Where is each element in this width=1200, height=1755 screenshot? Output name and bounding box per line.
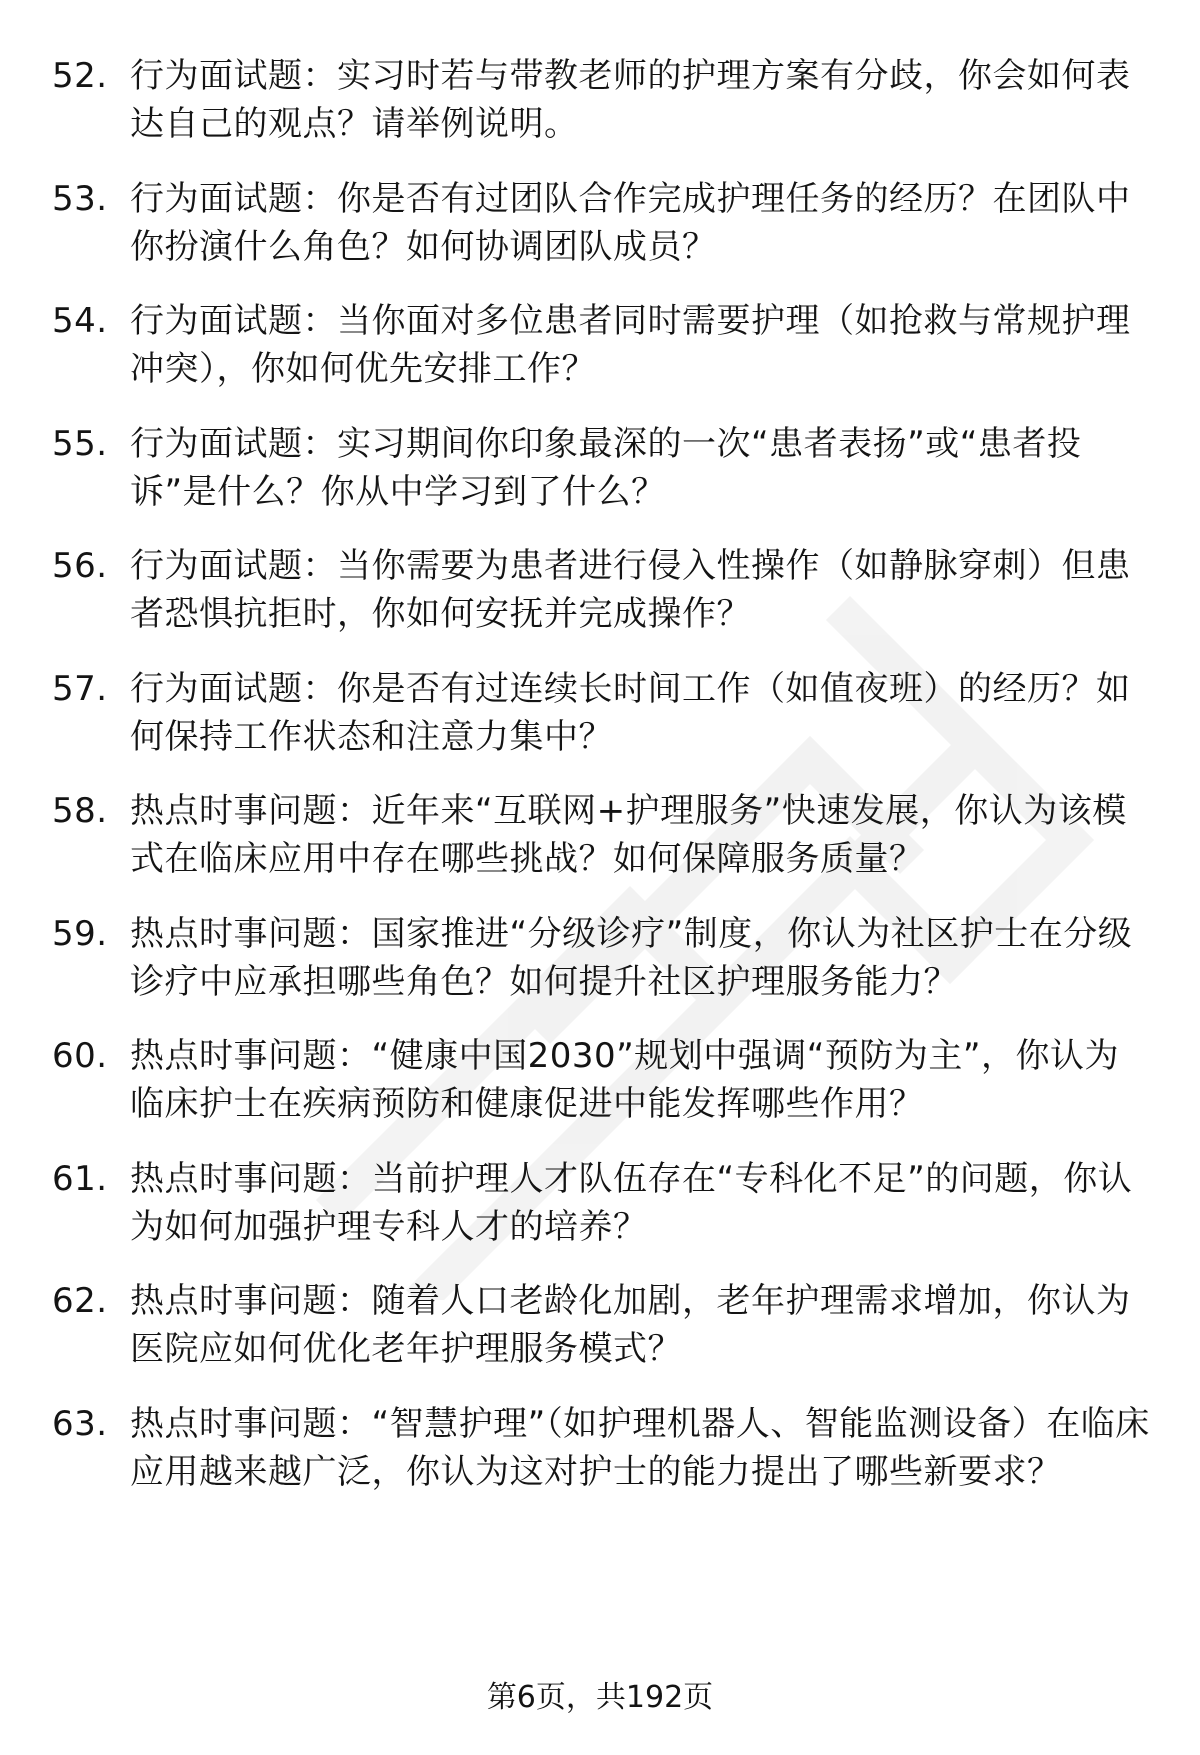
question-item: [0, 1277, 1200, 1373]
question-text: 行为面试题：你是否有过团队合作完成护理任务的经历？在团队中你扮演什么角色？如何协调团队成员？: [130, 178, 1131, 267]
question-text: 行为面试题：当你需要为患者进行侵入性操作（如静脉穿刺）但患者恐惧抗拒时，你如何安抚并完成操作？: [130, 546, 1131, 634]
question-number: 54.: [52, 301, 108, 341]
question-number: 62.: [52, 1281, 108, 1321]
question-item: [0, 297, 1200, 393]
question-item: [0, 1155, 1200, 1251]
question-text: 热点时事问题：随着人口老龄化加剧，老年护理需求增加，你认为医院应如何优化老年护理服务模式？: [130, 1281, 1131, 1369]
question-item: [0, 542, 1200, 638]
page-footer: [0, 1678, 1200, 1718]
question-number: 57.: [52, 668, 108, 709]
question-text: 热点时事问题：国家推进“分级诊疗”制度，你认为社区护士在分级诊疗中应承担哪些角色？如何提升社区护理服务能力？: [130, 913, 1133, 1002]
question-item: [0, 1400, 1200, 1496]
question-number: 60.: [52, 1036, 108, 1076]
question-number: 63.: [52, 1403, 108, 1444]
question-text: 行为面试题：你是否有过连续长时间工作（如值夜班）的经历？如何保持工作状态和注意力集中？: [130, 668, 1131, 757]
question-item: [0, 420, 1200, 516]
question-item: [0, 52, 1200, 148]
question-item: [0, 787, 1200, 883]
question-text: 热点时事问题：近年来“互联网+护理服务”快速发展，你认为该模式在临床应用中存在哪些挑战？如何保障服务质量？: [130, 791, 1127, 879]
question-number: 59.: [52, 913, 108, 954]
question-item: [0, 910, 1200, 1006]
question-text: 行为面试题：当你面对多位患者同时需要护理（如抢救与常规护理冲突），你如何优先安排工作？: [130, 301, 1131, 389]
question-number: 58.: [52, 791, 108, 831]
question-number: 53.: [52, 178, 108, 219]
question-list: [0, 52, 1200, 1522]
question-text: 热点时事问题：“智慧护理”（如护理机器人、智能监测设备）在临床应用越来越广泛，你认为这对护士的能力提出了哪些新要求？: [130, 1403, 1150, 1492]
question-text: 行为面试题：实习时若与带教老师的护理方案有分歧，你会如何表达自己的观点？请举例说明。: [130, 56, 1131, 144]
page-number-label: 第6页，共192页: [486, 1680, 714, 1715]
question-number: 56.: [52, 546, 108, 586]
question-text: 热点时事问题：当前护理人才队伍存在“专科化不足”的问题，你认为如何加强护理专科人才的培养？: [130, 1158, 1133, 1247]
question-item: [0, 1032, 1200, 1128]
question-number: 52.: [52, 56, 108, 96]
question-number: 61.: [52, 1158, 108, 1199]
question-text: 行为面试题：实习期间你印象最深的一次“患者表扬”或“患者投诉”是什么？你从中学习到了什么？: [130, 423, 1082, 512]
question-text: 热点时事问题：“健康中国2030”规划中强调“预防为主”，你认为临床护士在疾病预防和健康促进中能发挥哪些作用？: [130, 1036, 1119, 1124]
question-item: [0, 175, 1200, 271]
question-item: [0, 665, 1200, 761]
question-number: 55.: [52, 423, 108, 464]
